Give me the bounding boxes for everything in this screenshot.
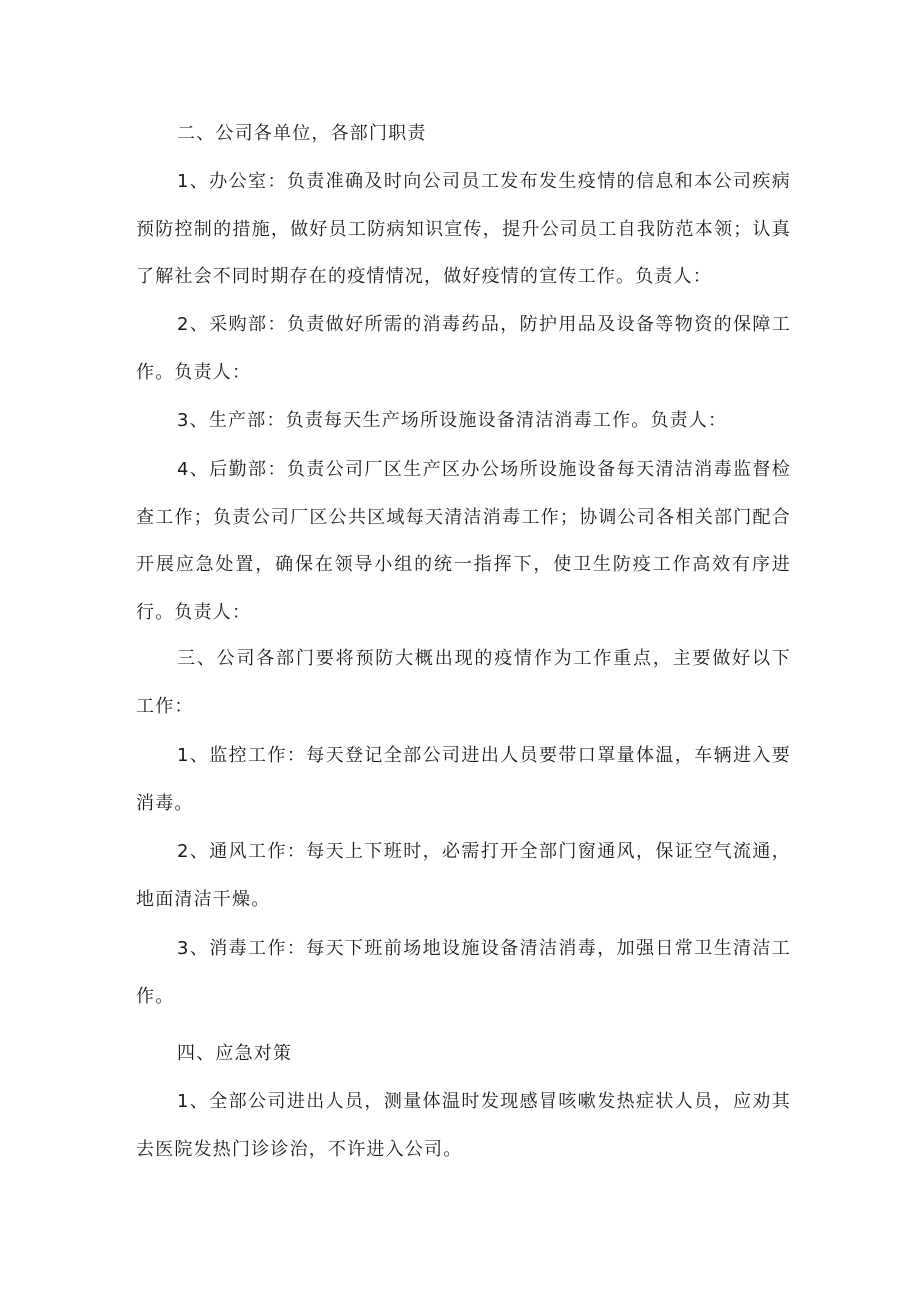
paragraph-emergency-entry: 1、全部公司进出人员，测量体温时发现感冒咳嗽发热症状人员，应劝其去医院发热门诊诊治，不许进入公司。 — [136, 1091, 791, 1160]
section-heading-emergency: 四、应急对策 — [177, 1043, 293, 1064]
paragraph-disinfection: 3、消毒工作：每天下班前场地设施设备清洁消毒，加强日常卫生清洁工作。 — [136, 938, 791, 1007]
paragraph-production: 3、生产部：负责每天生产场所设施设备清洁消毒工作。负责人： — [177, 410, 728, 431]
section-heading-responsibilities: 二、公司各单位，各部门职责 — [177, 123, 427, 144]
paragraph-purchasing: 2、采购部：负责做好所需的消毒药品，防护用品及设备等物资的保障工作。负责人： — [136, 314, 791, 383]
paragraph-office: 1、办公室：负责准确及时向公司员工发布发生疫情的信息和本公司疾病预防控制的措施，做好员工防病知识宣传，提升公司员工自我防范本领；认真了解社会不同时期存在的疫情情况，做好疫情的宣传工作。负责人： — [136, 171, 791, 287]
paragraph-monitoring: 1、监控工作：每天登记全部公司进出人员要带口罩量体温，车辆进入要消毒。 — [136, 745, 791, 814]
section-heading-key-work: 三、公司各部门要将预防大概出现的疫情作为工作重点，主要做好以下工作： — [136, 648, 791, 717]
paragraph-logistics: 4、后勤部：负责公司厂区生产区办公场所设施设备每天清洁消毒监督检查工作；负责公司厂区公共区域每天清洁消毒工作；协调公司各相关部门配合开展应急处置，确保在领导小组的统一指挥下，使卫生防疫工作高效有序进行。负责人： — [136, 459, 791, 623]
paragraph-ventilation: 2、通风工作：每天上下班时，必需打开全部门窗通风，保证空气流通，地面清洁干燥。 — [136, 841, 791, 910]
